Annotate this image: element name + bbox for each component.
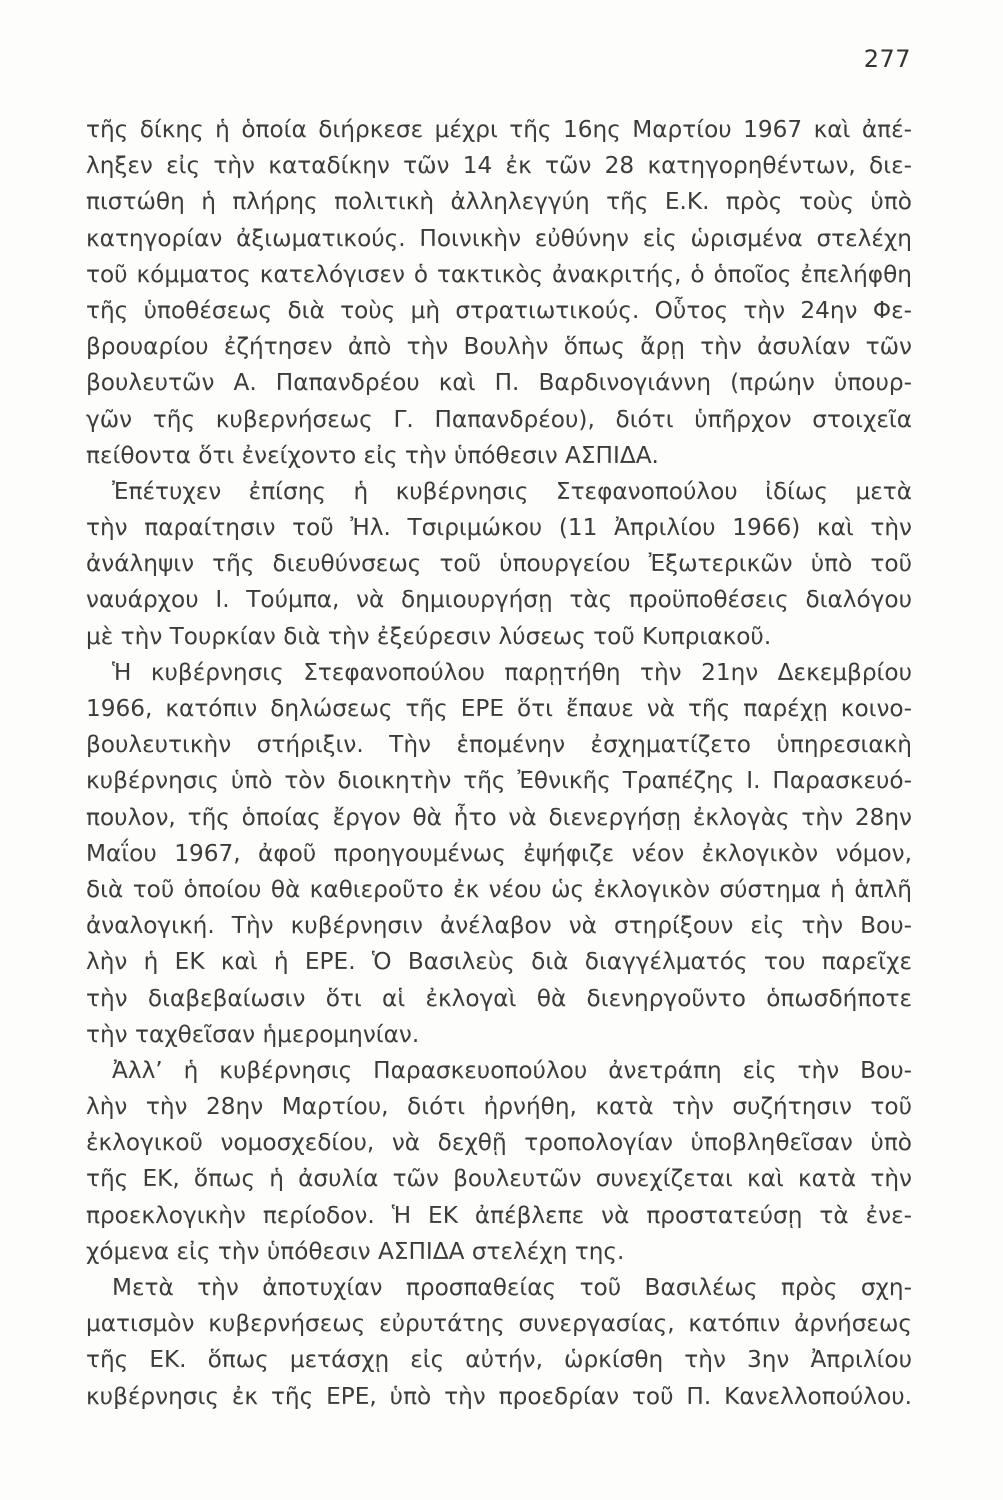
text-line: πείθοντα ὅτι ἐνείχοντο εἰς τὴν ὑπόθεσιν ΑΣΠΙΔΑ. (86, 441, 659, 469)
text-line: ἐκλογικοῦ νομοσχεδίου, νὰ δεχθῇ τροπολογίαν ὑποβληθεῖσαν ὑπὸ (86, 1129, 912, 1157)
text-line: διὰ τοῦ ὁποίου θὰ καθιεροῦτο ἐκ νέου ὡς ἐκλογικὸν σύστημα ἡ ἁπλῆ (86, 875, 912, 903)
text-line: βουλευτικὴν στήριξιν. Τὴν ἑπομένην ἐσχηματίζετο ὑπηρεσιακὴ (86, 731, 912, 759)
text-line: Ἀλλ’ ἡ κυβέρνησις Παρασκευοπούλου ἀνετράπη εἰς τὴν Βου- (112, 1056, 912, 1084)
text-line: τῆς δίκης ἡ ὁποία διήρκεσε μέχρι τῆς 16ης Μαρτίου 1967 καὶ ἀπέ- (86, 116, 912, 143)
text-line: λὴν τὴν 28ην Μαρτίου, διότι ἠρνήθη, κατὰ τὴν συζήτησιν τοῦ (86, 1093, 912, 1121)
text-line: τῆς ΕΚ. ὅπως μετάσχῃ εἰς αὐτήν, ὡρκίσθη τὴν 3ην Ἀπριλίου (86, 1346, 912, 1374)
text-line: χόμενα εἰς τὴν ὑπόθεσιν ΑΣΠΙΔΑ στελέχη της. (86, 1237, 625, 1265)
text-line: βρουαρίου ἐζήτησεν ἀπὸ τὴν Βουλὴν ὅπως ἄρῃ τὴν ἀσυλίαν τῶν (86, 333, 912, 361)
text-line: λὴν ἡ ΕΚ καὶ ἡ ΕΡΕ. Ὁ Βασιλεὺς διὰ διαγγέλματός του παρεῖχε (86, 948, 912, 976)
text-line: γῶν τῆς κυβερνήσεως Γ. Παπανδρέου), διότι ὑπῆρχον στοιχεῖα (86, 405, 912, 433)
text-line: ματισμὸν κυβερνήσεως εὐρυτάτης συνεργασίας, κατόπιν ἀρνήσεως (86, 1310, 912, 1338)
text-line: τὴν ταχθεῖσαν ἡμερομηνίαν. (86, 1020, 420, 1048)
text-line: τοῦ κόμματος κατελόγισεν ὁ τακτικὸς ἀνακριτής, ὁ ὁποῖος ἐπελήφθη (86, 260, 912, 288)
text-line: Μαΐου 1967, ἀφοῦ προηγουμένως ἐψήφιζε νέον ἐκλογικὸν νόμον, (86, 839, 912, 867)
text-line: τὴν διαβεβαίωσιν ὅτι αἱ ἐκλογαὶ θὰ διενηργοῦντο ὁπωσδήποτε (86, 984, 912, 1012)
text-line: ληξεν εἰς τὴν καταδίκην τῶν 14 ἐκ τῶν 28 κατηγορηθέντων, διε- (86, 152, 912, 180)
text-line: ναυάρχου Ι. Τούμπα, νὰ δημιουργήσῃ τὰς προϋποθέσεις διαλόγου (86, 586, 912, 614)
text-line: Μετὰ τὴν ἀποτυχίαν προσπαθείας τοῦ Βασιλέως πρὸς σχη- (112, 1274, 912, 1301)
text-line: τῆς ΕΚ, ὅπως ἡ ἀσυλία τῶν βουλευτῶν συνεχίζεται καὶ κατὰ τὴν (86, 1165, 912, 1193)
body-text (86, 112, 912, 1415)
text-line: κυβέρνησις ἐκ τῆς ΕΡΕ, ὑπὸ τὴν προεδρίαν τοῦ Π. Κανελλοπούλου. (86, 1382, 912, 1410)
text-line: τῆς ὑποθέσεως διὰ τοὺς μὴ στρατιωτικούς. Οὗτος τὴν 24ην Φε- (86, 296, 912, 324)
text-line: προεκλογικὴν περίοδον. Ἡ ΕΚ ἀπέβλεπε νὰ προστατεύσῃ τὰ ἐνε- (86, 1201, 912, 1229)
text-line: Ἐπέτυχεν ἐπίσης ἡ κυβέρνησις Στεφανοπούλου ἰδίως μετὰ (112, 477, 912, 505)
text-line: τὴν παραίτησιν τοῦ Ἠλ. Τσιριμώκου (11 Ἀπριλίου 1966) καὶ τὴν (86, 514, 912, 542)
text-line: βουλευτῶν Α. Παπανδρέου καὶ Π. Βαρδινογιάννη (πρώην ὑπουρ- (86, 369, 912, 397)
text-line: κυβέρνησις ὑπὸ τὸν διοικητὴν τῆς Ἐθνικῆς Τραπέζης Ι. Παρασκευό- (86, 767, 912, 795)
text-line: ἀναλογική. Τὴν κυβέρνησιν ἀνέλαβον νὰ στηρίξουν εἰς τὴν Βου- (86, 912, 912, 940)
text-line: κατηγορίαν ἀξιωματικούς. Ποινικὴν εὐθύνην εἰς ὡρισμένα στελέχη (86, 224, 912, 252)
text-line: πιστώθη ἡ πλήρης πολιτικὴ ἀλληλεγγύη τῆς Ε.Κ. πρὸς τοὺς ὑπὸ (86, 188, 912, 216)
text-line: Ἡ κυβέρνησις Στεφανοπούλου παρῃτήθη τὴν 21ην Δεκεμβρίου (112, 658, 912, 686)
text-line: μὲ τὴν Τουρκίαν διὰ τὴν ἐξεύρεσιν λύσεως τοῦ Κυπριακοῦ. (86, 622, 772, 650)
text-line: πουλον, τῆς ὁποίας ἔργον θὰ ἦτο νὰ διενεργήσῃ ἐκλογὰς τὴν 28ην (86, 803, 912, 831)
text-line: 1966, κατόπιν δηλώσεως τῆς ΕΡΕ ὅτι ἔπαυε νὰ τῆς παρέχῃ κοινο- (86, 695, 912, 722)
text-line: ἀνάληψιν τῆς διευθύνσεως τοῦ ὑπουργείου Ἐξωτερικῶν ὑπὸ τοῦ (86, 550, 912, 578)
page-number: 277 (863, 45, 911, 73)
